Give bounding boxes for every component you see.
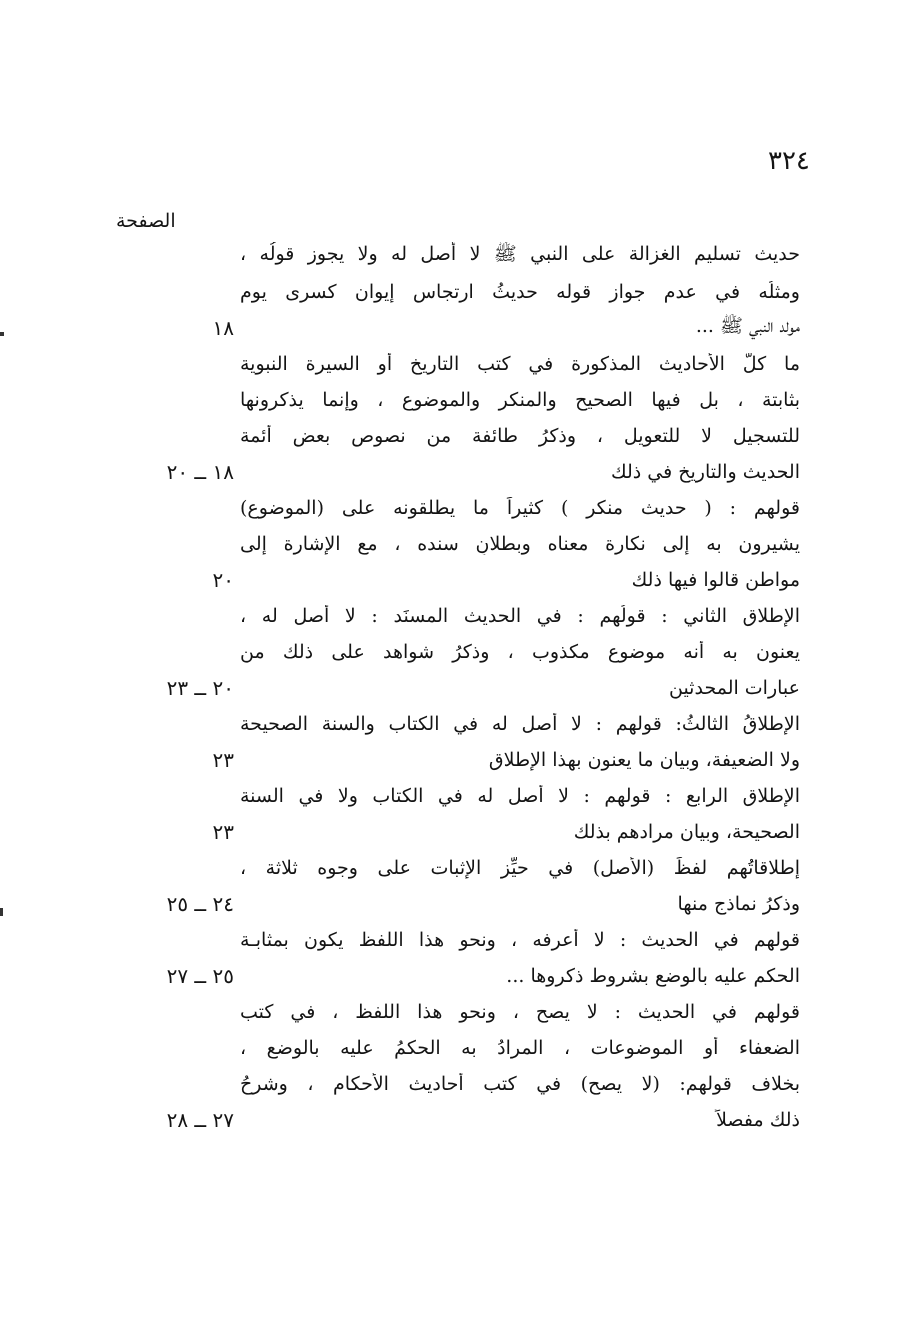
toc-entry-text: الضعفاء أو الموضوعات ، المرادُ به الحكمُ عليه بالوضع ، xyxy=(240,1037,800,1059)
toc-entry-text: ومثلُه في عدم جواز قوله حديثُ ارتجاس إيوان كسرى يوم xyxy=(240,281,800,303)
toc-entry-text: بثابتة ، بل فيها الصحيح والمنكر والموضوع ، وإنما يذكرونها xyxy=(240,389,800,411)
toc-entry-line xyxy=(110,418,800,454)
toc-entry-line xyxy=(110,562,800,598)
toc-entry-pages: ١٨ ــ ٢٠ xyxy=(166,460,234,484)
toc-entry-pages: ٢٣ xyxy=(212,748,234,772)
toc-entry-text: حديث تسليم الغزالة على النبي ﷺ لا أصل له ولا يجوز قولُه ، xyxy=(240,243,800,265)
toc-entry-line xyxy=(110,814,800,850)
toc-entry-text: يعنون به أنه موضوع مكذوب ، وذكرُ شواهد على ذلك من xyxy=(240,641,800,663)
toc-entry-text: الإطلاقُ الثالثُ: قولهم : لا أصل له في الكتاب والسنة الصحيحة xyxy=(240,713,800,735)
toc-entry-text: مواطن قالوا فيها ذلك xyxy=(631,569,800,591)
toc-entry xyxy=(110,922,800,994)
toc-entry-line xyxy=(110,994,800,1030)
toc-entry-text: إطلاقاتُهم لفظَ (الأصل) في حيِّز الإثبات على وجوه ثلاثة ، xyxy=(240,857,800,879)
toc-entry-pages: ١٨ xyxy=(212,316,234,340)
toc-entry-line xyxy=(110,958,800,994)
toc-entry-pages: ٢٤ ــ ٢٥ xyxy=(166,892,234,916)
page-number: ٣٢٤ xyxy=(768,146,810,176)
toc-entry-line xyxy=(110,490,800,526)
toc-entry-text: الإطلاق الثاني : قولُهم : في الحديث المسنَد : لا أصل له ، xyxy=(240,605,800,627)
toc-entry-line xyxy=(110,778,800,814)
toc-entry-pages: ٢٠ xyxy=(212,568,234,592)
toc-entry xyxy=(110,994,800,1138)
toc-entry-text: ذلك مفصلاً xyxy=(716,1109,800,1131)
toc-entry xyxy=(110,706,800,778)
toc-entry-pages: ٢٧ ــ ٢٨ xyxy=(166,1108,234,1132)
toc-entry-line xyxy=(110,346,800,382)
toc-entry-text: بخلاف قولهم: (لا يصح) في كتب أحاديث الأحكام ، وشرحُ xyxy=(240,1073,800,1095)
toc-entry-line xyxy=(110,1030,800,1066)
toc-entry-line xyxy=(110,634,800,670)
toc-entry-text: الصحيحة، وبيان مرادهم بذلك xyxy=(573,821,800,843)
toc-entry-text: الحديث والتاريخ في ذلك xyxy=(610,461,800,483)
column-header: الصفحة xyxy=(116,210,176,232)
toc-entry-pages: ٢٣ xyxy=(212,820,234,844)
toc-entry-pages: ٢٠ ــ ٢٣ xyxy=(166,676,234,700)
toc-entry xyxy=(110,238,800,346)
toc-entry xyxy=(110,778,800,850)
toc-entry-line xyxy=(110,850,800,886)
toc-entry-text: يشيرون به إلى نكارة معناه وبطلانِ سنده ، مع الإشارة إلى xyxy=(240,533,800,555)
toc-entry-line xyxy=(110,454,800,490)
margin-mark xyxy=(0,332,4,336)
table-of-contents xyxy=(110,238,800,1138)
toc-entry-line xyxy=(110,742,800,778)
toc-entry xyxy=(110,850,800,922)
toc-entry-line xyxy=(110,670,800,706)
toc-entry-text: وذكرُ نماذج منها xyxy=(677,893,800,915)
toc-entry-line xyxy=(110,382,800,418)
toc-entry-text: ما كلُّ الأحاديث المذكورة في كتب التاريخ أو السيرة النبوية xyxy=(240,353,800,375)
toc-entry-line xyxy=(110,238,800,274)
toc-entry-pages: ٢٥ ــ ٢٧ xyxy=(166,964,234,988)
toc-entry-line xyxy=(110,1066,800,1102)
toc-entry xyxy=(110,598,800,706)
toc-entry-text: الإطلاق الرابع : قولهم : لا أصل له في الكتاب ولا في السنة xyxy=(240,785,800,807)
toc-entry-line xyxy=(110,274,800,310)
toc-entry-line xyxy=(110,310,800,346)
toc-entry-line xyxy=(110,922,800,958)
toc-entry-text: قولهم في الحديث : لا أعرفه ، ونحو هذا اللفظ يكون بمثابـة xyxy=(240,929,800,951)
toc-entry-line xyxy=(110,598,800,634)
toc-entry xyxy=(110,346,800,490)
toc-entry-text: الحكم عليه بالوضع بشروط ذكروها ... xyxy=(506,965,800,987)
toc-entry-line xyxy=(110,706,800,742)
toc-entry-line xyxy=(110,526,800,562)
toc-entry-line xyxy=(110,1102,800,1138)
toc-entry-text: مولد النبي ﷺ ... xyxy=(695,315,800,337)
margin-mark xyxy=(0,908,3,916)
toc-entry-text: قولهم في الحديث : لا يصح ، ونحو هذا اللفظ ، في كتب xyxy=(240,1001,800,1023)
toc-entry-text: قولهم : ( حديث منكر ) كثيراً ما يطلقونه على (الموضوع) xyxy=(240,497,800,519)
toc-entry-text: عبارات المحدثين xyxy=(668,677,800,699)
toc-entry xyxy=(110,490,800,598)
toc-entry-line xyxy=(110,886,800,922)
toc-entry-text: ولا الضعيفة، وبيان ما يعنون بهذا الإطلاق xyxy=(488,749,800,771)
toc-entry-text: للتسجيل لا للتعويل ، وذكرُ طائفة من نصوص بعض أئمة xyxy=(240,425,800,447)
